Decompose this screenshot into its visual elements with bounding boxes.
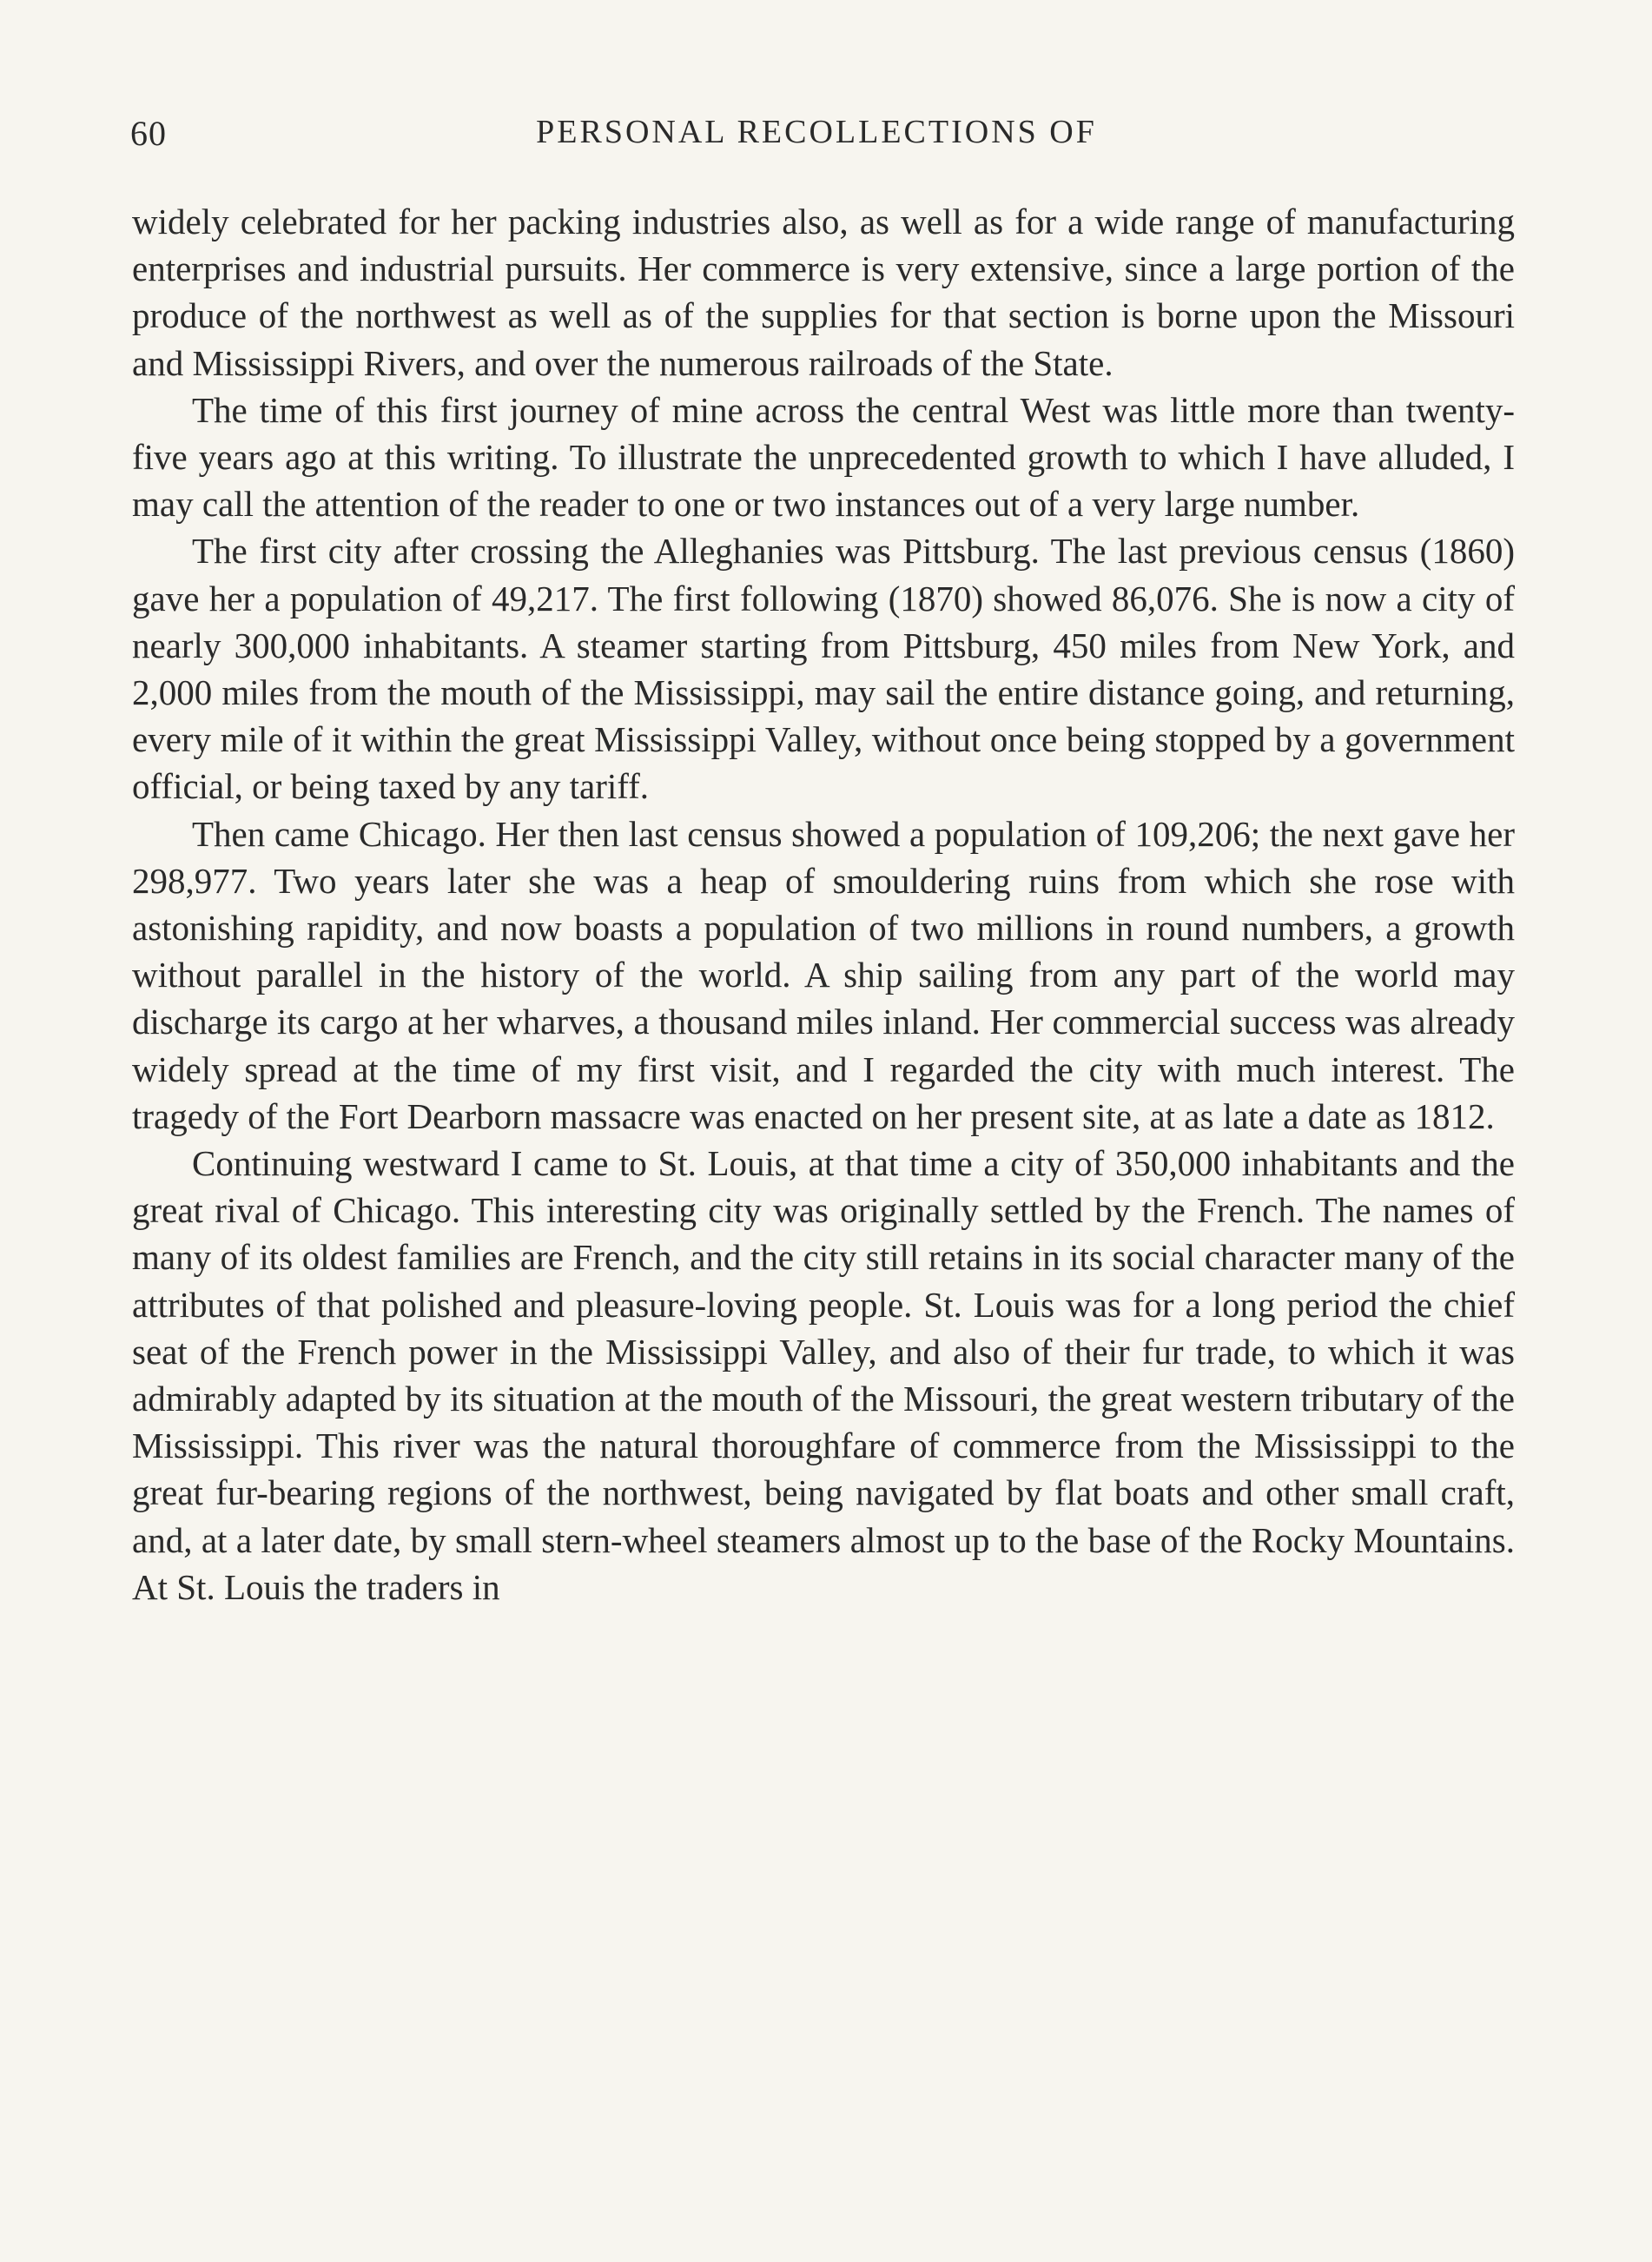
body-text <box>132 198 1515 1611</box>
running-title: PERSONAL RECOLLECTIONS OF <box>536 114 1097 150</box>
paragraph-1: widely celebrated for her packing industries also, as well as for a wide range of manufacturing enterprises and industrial pursuits. Her commerce is very extensive, since a large portion of the produce of the northwest as well as of the supplies for that section is borne upon the Missouri and Mississippi Rivers, and over the numerous railroads of the State. <box>132 202 1515 383</box>
page-header <box>122 113 1511 165</box>
paragraph-2: The time of this first journey of mine across the central West was little more than twenty-five years ago at this writing. To illustrate the unprecedented growth to which I have alluded, I may call the attention of the reader to one or two instances out of a very large number. <box>132 389 1515 525</box>
page-number: 60 <box>130 114 167 153</box>
paragraph-5: Continuing westward I came to St. Louis, at that time a city of 350,000 inhabitants and the great rival of Chicago. This interesting city was originally settled by the French. The names of many of its oldest families are French, and the city still retains in its social character many of the attributes of that polished and pleasure-loving people. St. Louis was for a long period the chief seat of the French power in the Mississippi Valley, and also of their fur trade, to which it was admirably adapted by its situation at the mouth of the Missouri, the great western tributary of the Mississippi. This river was the natural thoroughfare of commerce from the Mississippi to the great fur-bearing regions of the northwest, being navigated by flat boats and other small craft, and, at a later date, by small stern-wheel steamers almost up to the base of the Rocky Mountains. At St. Louis the traders in <box>132 1143 1515 1607</box>
paragraph-4: Then came Chicago. Her then last census showed a population of 109,206; the next gave her 298,977. Two years later she was a heap of smouldering ruins from which she rose with astonishing rapidity, and now boasts a population of two millions in round numbers, a growth without parallel in the history of the world. A ship sailing from any part of the world may discharge its cargo at her wharves, a thousand miles inland. Her commercial success was already widely spread at the time of my first visit, and I regarded the city with much interest. The tragedy of the Fort Dearborn massacre was enacted on her present site, at as late a date as 1812. <box>132 813 1515 1136</box>
paragraph-3: The first city after crossing the Alleghanies was Pittsburg. The last previous census (1860) gave her a population of 49,217. The first following (1870) showed 86,076. She is now a city of nearly 300,000 inhabitants. A steamer starting from Pittsburg, 450 miles from New York, and 2,000 miles from the mouth of the Mississippi, may sail the entire distance going, and returning, every mile of it within the great Mississippi Valley, without once being stopped by a government official, or being taxed by any tariff. <box>132 531 1515 807</box>
